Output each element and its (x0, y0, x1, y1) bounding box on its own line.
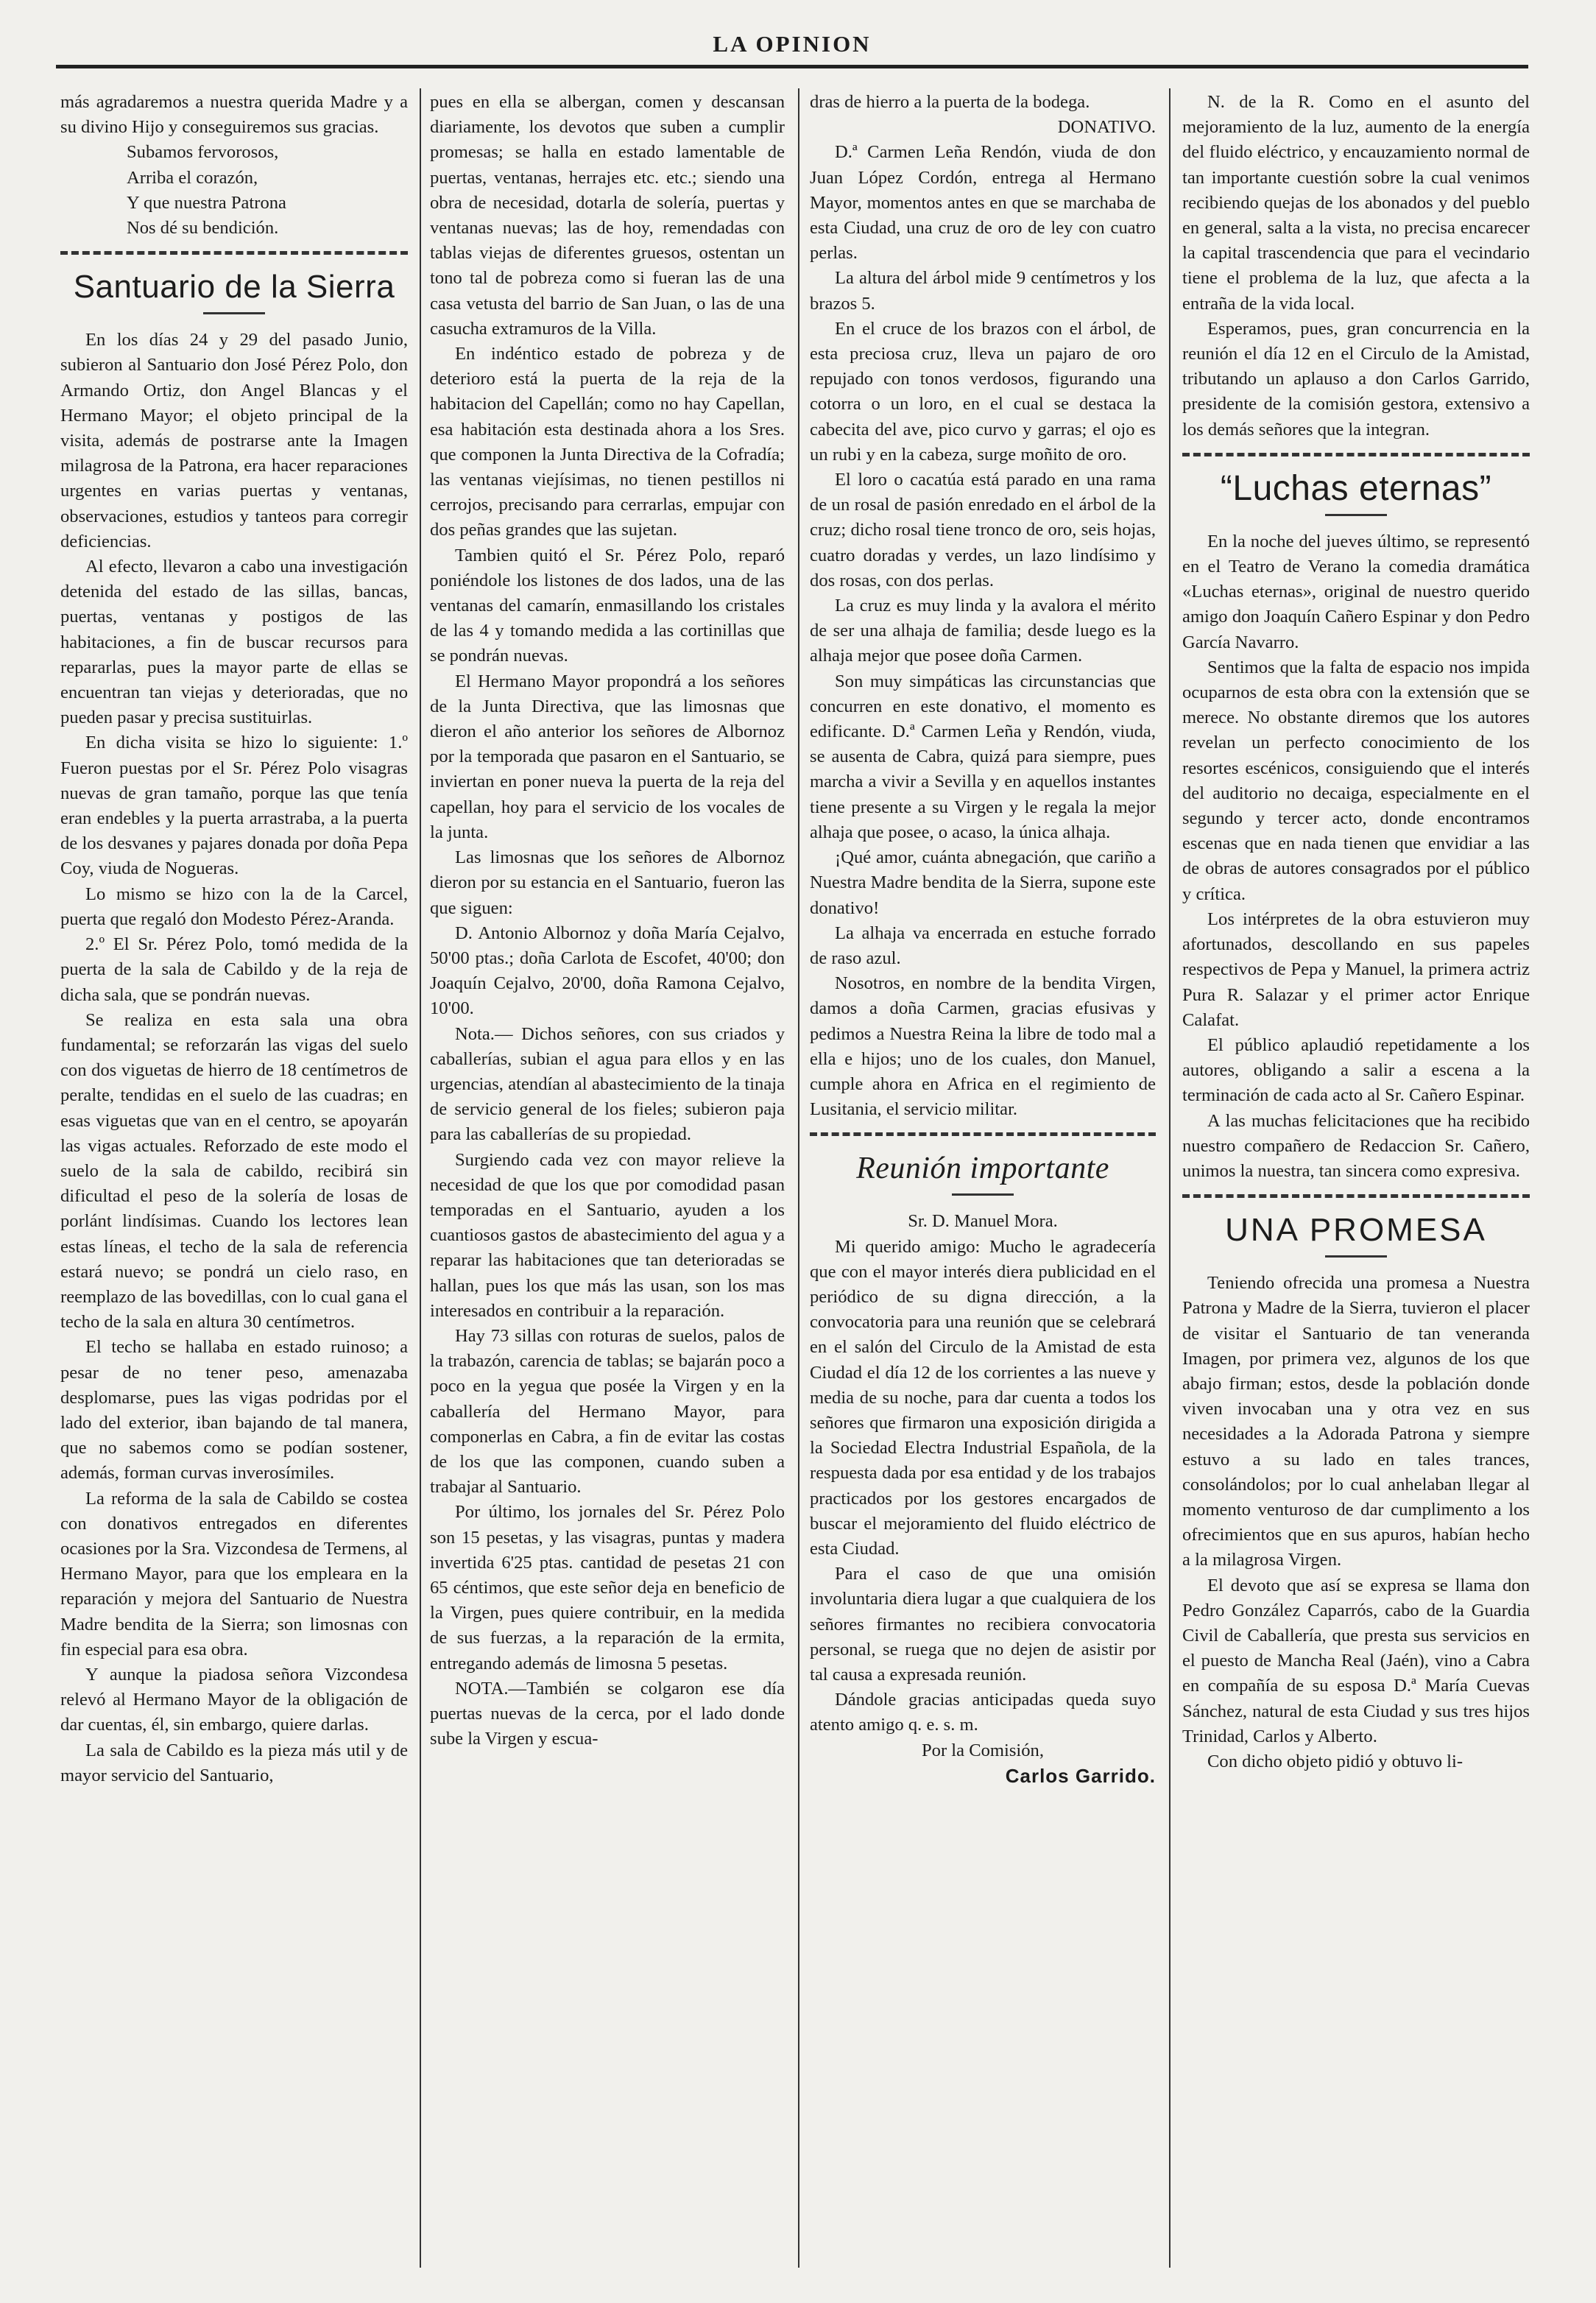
paragraph: Esperamos, pues, gran concurrencia en la reunión el día 12 en el Circulo de la Amistad, tributando un aplauso a don Carlos Garrido, presidente de la comisión gestora, extensivo a los demás señores que la integran. (1182, 318, 1530, 440)
headline-rule (1325, 1255, 1387, 1258)
salutation: Sr. D. Manuel Mora. (908, 1211, 1058, 1232)
signature: Carlos Garrido. (1005, 1764, 1156, 1787)
paragraph: La altura del árbol mide 9 centímetros y los brazos 5. (810, 268, 1156, 314)
paragraph: ¡Qué amor, cuánta abnegación, que cariño a Nuestra Madre bendita de la Sierra, supone este donativo! (810, 847, 1156, 918)
paragraph: El loro o cacatúa está parado en una rama de un rosal de pasión enredado en el árbol de la cruz; dicho rosal tiene tronco de oro, seis hojas, cuatro doradas y verdes, un lazo lindísimo y dos rosas, con dos perlas. (810, 470, 1156, 590)
paragraph: En el cruce de los brazos con el árbol, de esta preciosa cruz, lleva un pajaro de oro repujado con tonos verdosos, figurando una cotorra o un loro, en el cual se destaca la cabecita del ave, pico curvo y garras; el ojo es un rubi y en la cabeza, surge moñito de oro. (810, 318, 1156, 465)
section-divider (60, 251, 408, 255)
verse (60, 140, 408, 241)
column-divider (798, 88, 799, 2268)
paragraph: Nota.— Dichos señores, con sus criados y caballerías, subian el agua para ellos y en las urgencias, atendían al abastecimiento de la tinaja de servicio general de los fieles; subieron paja para las caballerías de su propiedad. (430, 1023, 785, 1145)
headline-luchas-eternas: “Luchas eternas” (1220, 468, 1492, 508)
column-4 (1182, 90, 1530, 2269)
closing: Por la Comisión, (921, 1740, 1045, 1760)
paragraph: El público aplaudió repetidamente a los autores, obligando a salir a escena a la terminación de cada acto al Sr. Cañero Espinar. (1182, 1034, 1530, 1106)
paragraph: dras de hierro a la puerta de la bodega. (810, 92, 1090, 112)
headline-reunion: Reunión importante (856, 1152, 1109, 1186)
paragraph: D.ª Carmen Leña Rendón, viuda de don Juan López Cordón, entrega al Hermano Mayor, momentos antes en que se marchaba de esta Ciudad, una cruz de oro de ley con cuatro perlas. (810, 142, 1156, 264)
paragraph: D. Antonio Albornoz y doña María Cejalvo, 50'00 ptas.; doña Carlota de Escofet, 40'00; don Joaquín Cejalvo, 20'00, doña Ramona Cejalvo, 10'00. (430, 923, 785, 1019)
paragraph: La cruz es muy linda y la avalora el mérito de ser una alhaja de familia; desde luego es la alhaja mejor que posee doña Carmen. (810, 596, 1156, 666)
verse-line: Nos dé su bendición. (127, 218, 279, 239)
paragraph: Al efecto, llevaron a cabo una investigación detenida del estado de las sillas, bancas, puertas, ventanas y postigos de las habitaciones, a fin de buscar recursos para repararlas, pues la mayor parte de ellas se encuentran tan viejas y deterioradas, que no pueden pasar y precisa sustituirlas. (60, 557, 408, 728)
headline-rule (1325, 514, 1387, 516)
paragraph: Hay 73 sillas con roturas de suelos, palos de la trabazón, carencia de tablas; se bajarán poco a poco en la yegua que posée la Virgen y en la caballería del Hermano Mayor, para componerlas en Cabra, a fin de evitar las costas de los que las componen, cuando suben a trabajar al Santuario. (430, 1325, 785, 1498)
paragraph: En la noche del jueves último, se representó en el Teatro de Verano la comedia dramática «Luchas eternas», original de nuestro querido amigo don Joaquín Cañero Espinar y don Pedro García Navarro. (1182, 531, 1530, 652)
headline-rule (952, 1193, 1014, 1196)
paragraph: Y aunque la piadosa señora Vizcondesa relevó al Hermano Mayor de la obligación de dar cuentas, él, sin embargo, quiere darlas. (60, 1664, 408, 1735)
paragraph: pues en ella se albergan, comen y descansan diariamente, los devotos que suben a cumplir promesas; se halla en estado lamentable de puertas, ventanas, herrajes etc. etc.; siendo una obra de necesidad, dotarla de solería, puertas y ventanas nuevas; las de hoy, remendadas con tablas viejas de diferentes gruesos, ostentan un tono tal de pobreza como si fueran las de una casa vetusta del barrio de San Juan, o las de una casucha extramuros de la Villa. (430, 92, 785, 339)
subheading-donativo: DONATIVO. (1057, 117, 1156, 138)
paragraph: Lo mismo se hizo con la de la Carcel, puerta que regaló don Modesto Pérez-Aranda. (60, 884, 408, 929)
masthead (56, 29, 1528, 69)
paragraph: Con dicho objeto pidió y obtuvo li- (1207, 1751, 1463, 1771)
paragraph: La reforma de la sala de Cabildo se costea con donativos entregados en diferentes ocasiones por la Sra. Vizcondesa de Termens, al Hermano Mayor, para que los empleara en la reparación y mejora del Santuario de Nuestra Madre bendita de la Sierra; son limosnas con fin especial para esa obra. (60, 1488, 408, 1660)
paragraph: En indéntico estado de pobreza y de deterioro está la puerta de la reja de la habitacion del Capellán; como no hay Capellan, esa habitación esta destinada ahora a los Sres. que componen la Junta Directiva de la Cofradía; las ventanas viejísimas, no tienen pestillos ni cerrojos, precisando para cerrarlas, empujar con dos peñas grandes que las sujetan. (430, 344, 785, 540)
paragraph: Para el caso de que una omisión involuntaria diera lugar a que cualquiera de los señores firmantes no recibiera convocatoria personal, se ruega que no dejen de asistir por tal causa a expresada reunión. (810, 1564, 1156, 1685)
column-divider (420, 88, 421, 2268)
paragraph: Por último, los jornales del Sr. Pérez Polo son 15 pesetas, y las visagras, puntas y madera invertida 6'25 ptas. cantidad de pesetas 21 con 65 céntimos, que este señor deja en beneficio de la Virgen, pues quiere contribuir, en la medida de sus fuerzas, a la reparación de la ermita, entregando además de limosna 5 pesetas. (430, 1502, 785, 1674)
section-divider (1182, 453, 1530, 456)
verse-line: Y que nuestra Patrona (127, 192, 286, 213)
paragraph: El techo se hallaba en estado ruinoso; a pesar de no tener peso, amenazaba desplomarse, pues las vigas podridas por el lado del exterior, iban bajando de tal manera, que no sabemos como se podían sostener, además, forman curvas inverosímiles. (60, 1337, 408, 1484)
verse-line: Subamos fervorosos, (127, 142, 279, 163)
column-2 (430, 90, 785, 2269)
paragraph: En dicha visita se hizo lo siguiente: 1.º Fueron puestas por el Sr. Pérez Polo visagras nuevas de gran tamaño, porque las que tenía eran endebles y la puerta arrastraba, a la puerta de los desvanes y pajares donada por doña Pepa Coy, viuda de Nogueras. (60, 733, 408, 879)
paragraph: Sentimos que la falta de espacio nos impida ocuparnos de esta obra con la extensión que se merece. No obstante diremos que los autores revelan un perfecto conocimiento de los resortes escénicos, consiguiendo que el interés del auditorio no decaiga, especialmente en el segundo y tercer acto, donde encontramos escenas que en nada tienen que envidiar a las de obras de autores consagrados por el público y crítica. (1182, 657, 1530, 904)
paragraph: Mi querido amigo: Mucho le agradecería que con el mayor interés diera publicidad en el periódico de su digna dirección, a la convocatoria para una reunión que se celebrará en el salón del Circulo de la Amistad de esta Ciudad el día 12 de los corrientes a las nueve y media de su noche, para dar cuenta a todos los señores que firmaron una exposición dirigida a la Sociedad Electra Industrial Española, de la respuesta dada por esa entidad y de los trabajos practicados por los gestores encargados de buscar el mejoramiento del fluido eléctrico de esta Ciudad. (810, 1236, 1156, 1559)
paragraph: Nosotros, en nombre de la bendita Virgen, damos a doña Carmen, gracias efusivas y pedimos a Nuestra Reina la libre de todo mal a ella e hijos; uno de los cuales, don Manuel, cumple ahora en Africa en el regimiento de Lusitania, el servicio militar. (810, 973, 1156, 1120)
paragraph: La alhaja va encerrada en estuche forrado de raso azul. (810, 923, 1156, 968)
paragraph: Son muy simpáticas las circunstancias que concurren en este donativo, el momento es edificante. D.ª Carmen Leña y Rendón, viuda, se ausenta de Cabra, quizá para siempre, pues marcha a vivir a Sevilla y en aquellos instantes tiene presente a su Virgen y le regala la mejor alhaja que posee, o acaso, la única alhaja. (810, 671, 1156, 842)
paragraph: Las limosnas que los señores de Albornoz dieron por su estancia en el Santuario, fueron las que siguen: (430, 847, 785, 918)
column-1 (60, 90, 408, 2269)
newspaper-title: LA OPINION (713, 31, 872, 57)
masthead-rule (56, 65, 1528, 68)
section-divider (810, 1132, 1156, 1136)
paragraph: Surgiendo cada vez con mayor relieve la necesidad de que los que por comodidad pasan temporadas en el Santuario, ayuden a los cuantiosos gastos de abastecimiento del agua y a reparar las habitaciones que tan deterioradas se hallan, pues los que más las usan, son los mas interesados en contribuir a la reparación. (430, 1149, 785, 1321)
paragraph: N. de la R. Como en el asunto del mejoramiento de la luz, aumento de la energía del fluido eléctrico, y encauzamiento normal de tan importante cuestión sobre la cual venimos recibiendo quejas de los abonados y del pueblo en general, salta a la vista, no precisa encarecer la capital trascendencia que para el vecindario tiene el problema de la luz, que afecta a la entraña de la vida local. (1182, 92, 1530, 314)
paragraph: En los días 24 y 29 del pasado Junio, subieron al Santuario don José Pérez Polo, don Armando Ortiz, don Angel Blancas y el Hermano Mayor; el objeto principal de la visita, además de postrarse ante la Imagen milagrosa de la Patrona, era hacer reparaciones urgentes en varias puertas y ventanas, observaciones, estudios y tanteos para corregir deficiencias. (60, 330, 408, 551)
headline-santuario: Santuario de la Sierra (73, 269, 395, 306)
paragraph: La sala de Cabildo es la pieza más util y de mayor servicio del Santuario, (60, 1740, 408, 1785)
paragraph: NOTA.—También se colgaron ese día puertas nuevas de la cerca, por el lado donde sube la Virgen y escua- (430, 1678, 785, 1749)
paragraph: 2.º El Sr. Pérez Polo, tomó medida de la puerta de la sala de Cabildo y de la reja de dicha sala, que se pondrán nuevas. (60, 934, 408, 1005)
paragraph: El devoto que así se expresa se llama don Pedro González Caparrós, cabo de la Guardia Civil de Caballería, que presta sus servicios en el puesto de Mancha Real (Jaén), vino a Cabra en compañía de su esposa D.ª María Cuevas Sánchez, natural de esta Ciudad y sus tres hijos Trinidad, Carlos y Alberto. (1182, 1575, 1530, 1746)
paragraph: Tambien quitó el Sr. Pérez Polo, reparó poniéndole los listones de dos lados, una de las ventanas del camarín, enmasillando los cristales de las 4 y tomando medida a las cortinillas que se pondrán nuevas. (430, 545, 785, 666)
headline-una-promesa: UNA PROMESA (1225, 1212, 1487, 1249)
paragraph: Los intérpretes de la obra estuvieron muy afortunados, descollando en sus papeles respectivos de Pepa y Manuel, la primera actriz Pura R. Salazar y el primer actor Enrique Calafat. (1182, 909, 1530, 1030)
paragraph: más agradaremos a nuestra querida Madre y a su divino Hijo y conseguiremos sus gracias. (60, 92, 408, 138)
column-divider (1169, 88, 1170, 2268)
paragraph: A las muchas felicitaciones que ha recibido nuestro compañero de Redaccion Sr. Cañero, unimos la nuestra, tan sincera como expresiva. (1182, 1110, 1530, 1181)
paragraph: Se realiza en esta sala una obra fundamental; se reforzarán las vigas del suelo con dos viguetas de hierro de 18 centímetros de peralte, tendidas en el suelo de las cuadras; en esas viguetas que van en el centro, se apoyarán las vigas actuales. Reforzado de este modo el suelo de la sala de cabildo, recibirá sin dificultad el peso de la solería de losas de porlánt lindísimas. Cuando los lectores lean estas líneas, el techo de la sala de referencia estará nuevo; se pondrá un cielo raso, en reemplazo de las bovedillas, con lo cual gana el techo de la sala en altura 30 centímetros. (60, 1009, 408, 1333)
headline-rule (203, 312, 265, 314)
paragraph: Teniendo ofrecida una promesa a Nuestra Patrona y Madre de la Sierra, tuvieron el placer de visitar el Santuario de tan veneranda Imagen, por primera vez, algunos de los que abajo firman; estos, desde la población donde viven invocaban una y otra vez en sus necesidades a la Adorada Patrona y siempre estuvo a su lado en tales trances, consolándolos; por lo cual anhelaban llegar al momento venturoso de dar cumplimento a los ofrecimientos que en sus apuros, habían hecho a la milagrosa Virgen. (1182, 1273, 1530, 1570)
verse-line: Arriba el corazón, (127, 167, 258, 188)
paragraph: Dándole gracias anticipadas queda suyo atento amigo q. e. s. m. (810, 1690, 1156, 1735)
paragraph: El Hermano Mayor propondrá a los señores de la Junta Directiva, que las limosnas que dieron el año anterior los señores de Albornoz por la temporada que pasaron en el Santuario, se inviertan en poner nueva la puerta de la reja del capellan, hoy para el servicio de los vocales de la junta. (430, 671, 785, 842)
section-divider (1182, 1194, 1530, 1198)
column-3 (810, 90, 1156, 2269)
